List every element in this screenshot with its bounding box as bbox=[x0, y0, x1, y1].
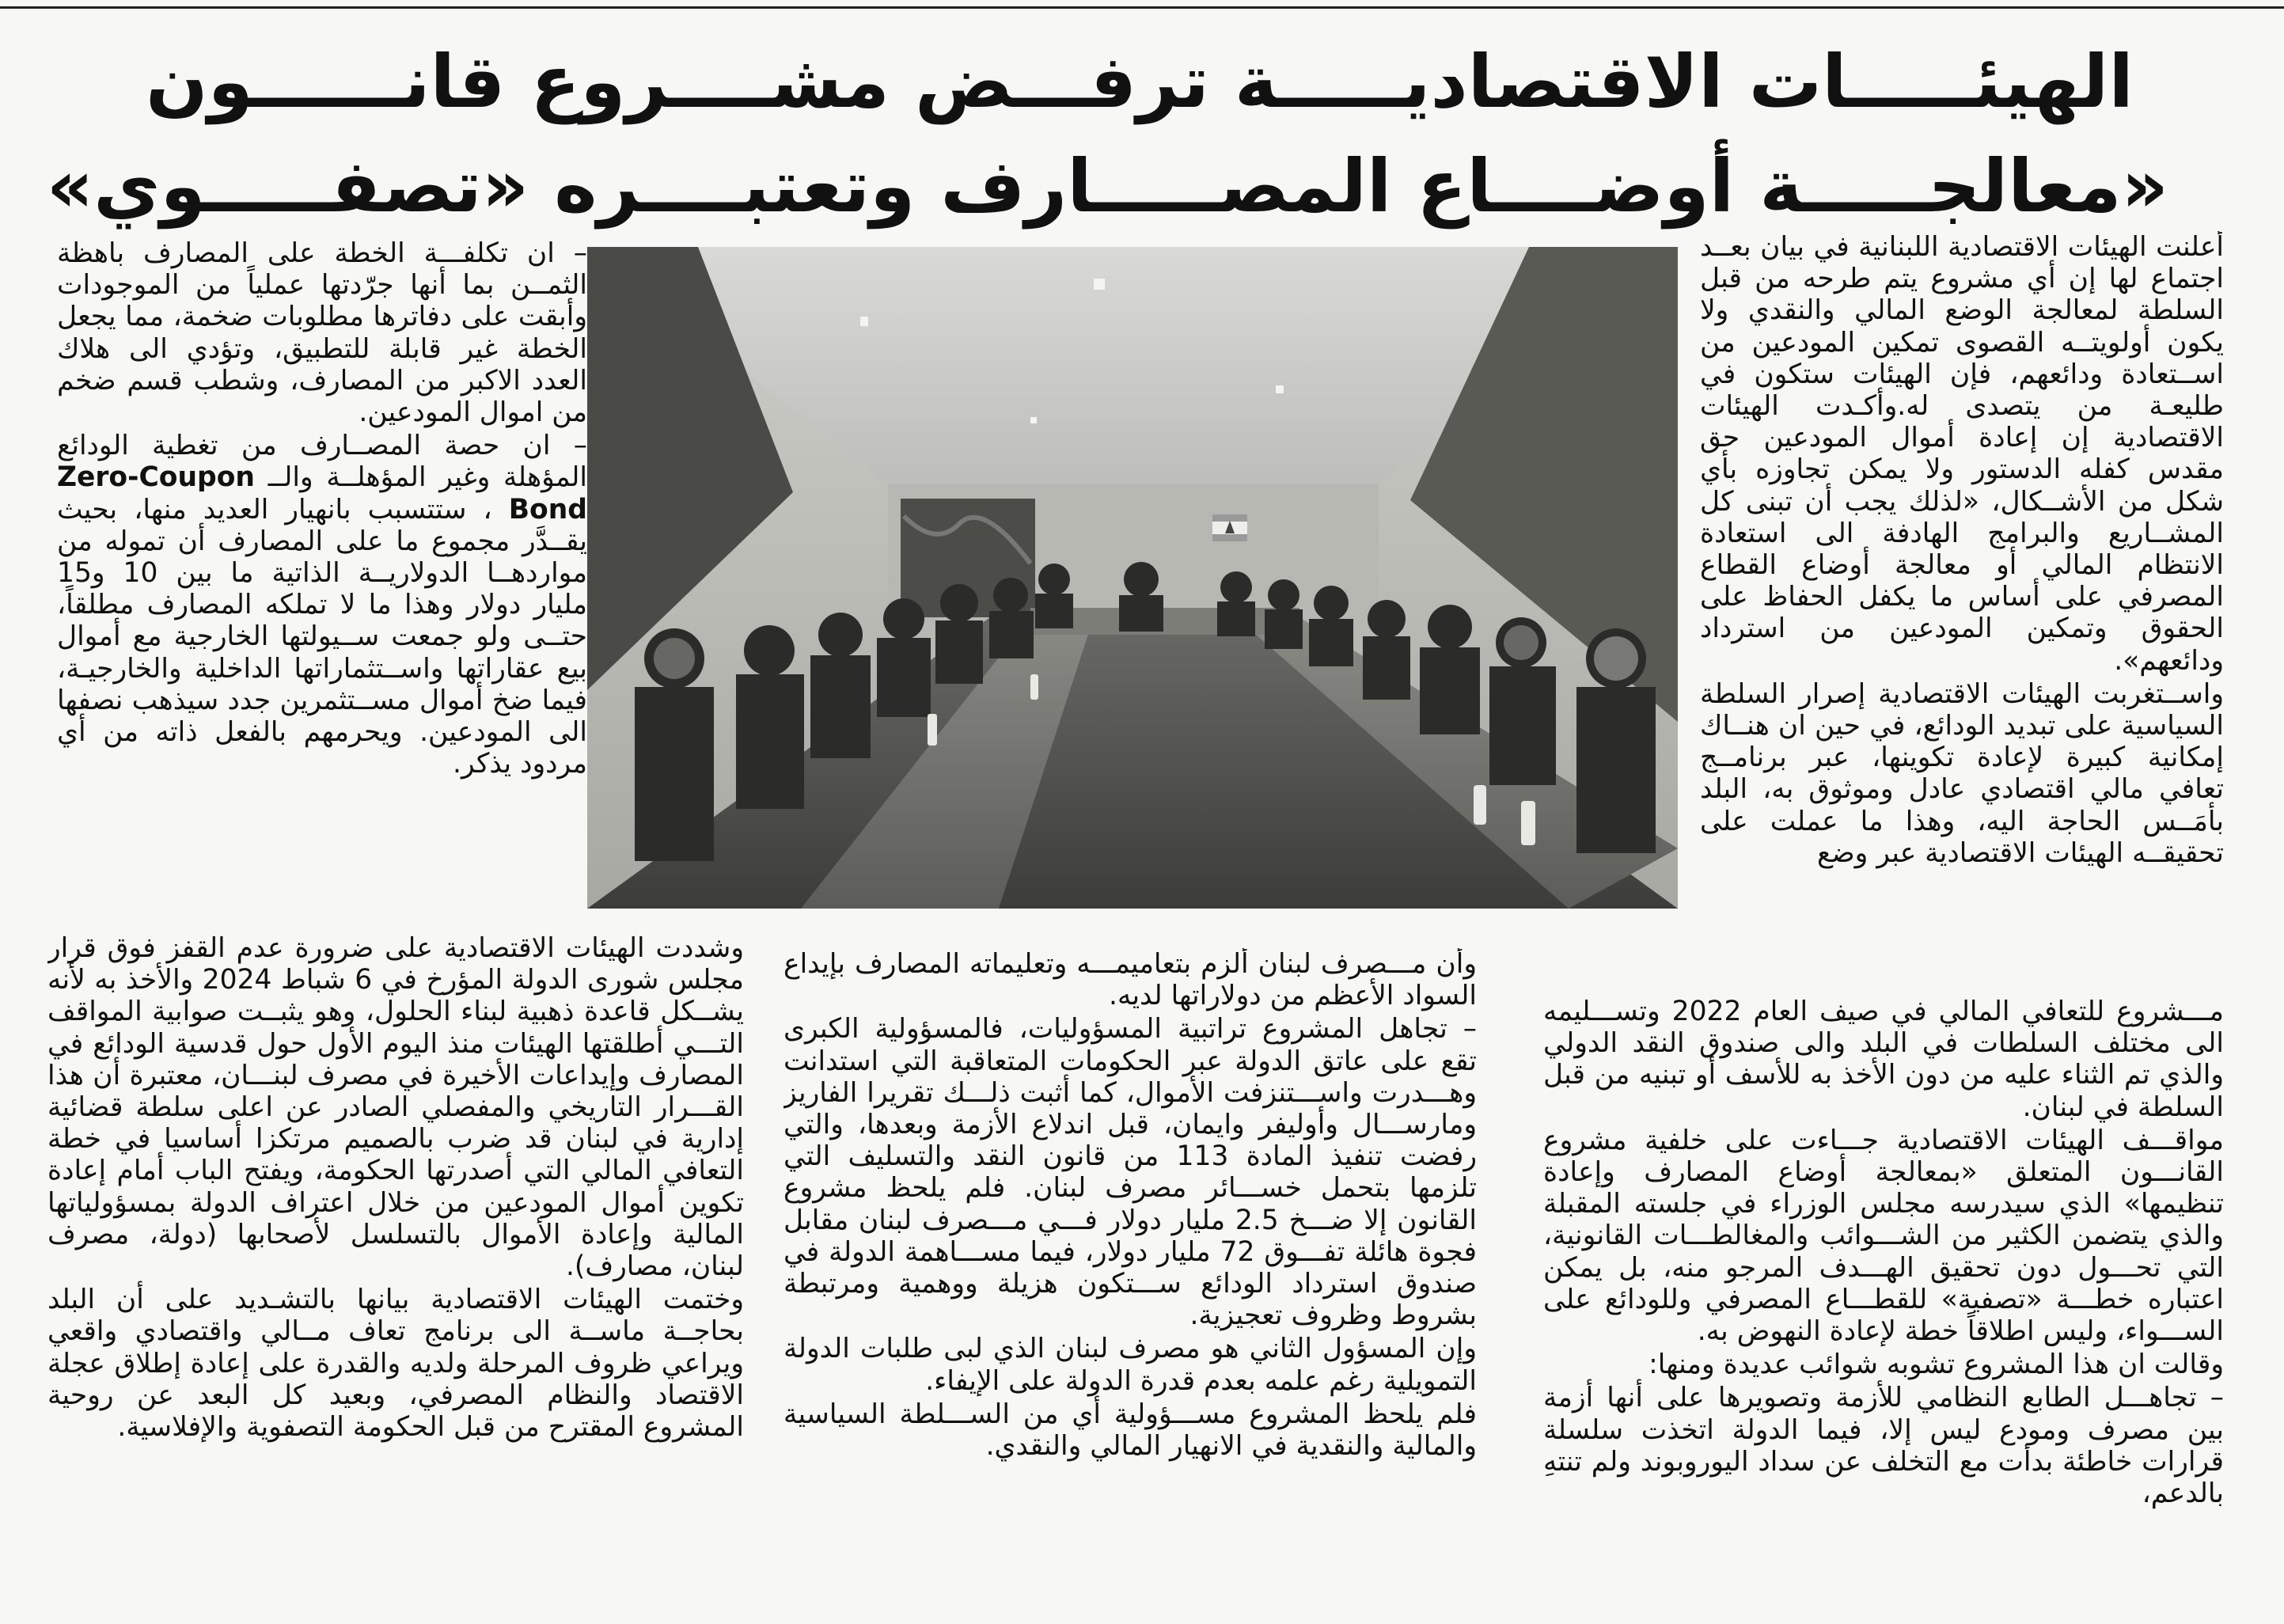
zero-coupon-bond-term: Zero-Coupon Bond bbox=[57, 461, 587, 526]
left-bottom-column bbox=[47, 932, 744, 1443]
right-bottom-paragraph: مـــشروع للتعافي المالي في صيف العام 2022 وتســـليمه الى مختلف السلطات في البلد والى صندوق النقد الدولي والذي تم الثناء عليه من دون الأخذ به للأسف أو تبنيه من قبل السلطة في لبنان. bbox=[1543, 996, 2224, 1123]
right-column-paragraph: واســتغربت الهيئات الاقتصادية إصرار السلطة السياسية على تبديد الودائع، في حين ان هنــاك إمكانية كبيرة لإعادة تكوينها، عبر برنامــج تعافي مالي اقتصادي عادل وموثوق به، البلد بأمَــس الحاجة اليه، وهذا ما عملت على تحقيقــه الهيئات الاقتصادية عبر وضع bbox=[1700, 677, 2224, 869]
right-bottom-paragraph: مواقـــف الهيئات الاقتصادية جـــاءت على خلفية مشروع القانـــون المتعلق «بمعالجة أوضاع المصارف وإعادة تنظيمها» الذي سيدرسه مجلس الوزراء في جلسته المقبلة والذي يتضمن الكثير من الشـــوائب والمغالطـــات القانونية، التي تحـــول دون تحقيق الهـــدف المرجو منه، بل يمكن اعتباره خطـــة «تصفية» للقطـــاع المصرفي وللودائع على الســـواء، وليس اطلاقاً خطة لإعادة النهوض به. bbox=[1543, 1124, 2224, 1348]
meeting-photo bbox=[587, 247, 1678, 909]
middle-paragraph: فلم يلحظ المشروع مســـؤولية أي من الســـلطة السياسية والمالية والنقدية في الانهيار المالي والنقدي. bbox=[783, 1398, 1477, 1463]
middle-paragraph: – تجاهل المشروع تراتبية المسؤوليات، فالمسؤولية الكبرى تقع على عاتق الدولة عبر الحكومات المتعاقبة التي استدانت وهـــدرت واســـتنزفت الأموال، كما أثبت ذلـــك تقريرا الفاريز ومارســـال وأوليفر وايمان، قبل اندلاع الأزمة وبعدها، والتي رفضت تنفيذ المادة 113 من قانون النقد والتسليف التي تلزمها بتحمل خســـائر مصرف لبنان. فلم يلحظ مشروع القانون إلا ضـــخ 2.5 مليار دولار فـــي مـــصرف لبنان مقابل فجوة هائلة تفـــوق 72 مليار دولار، فيما مســـاهمة الدولة في صندوق استرداد الودائع ســـتكون هزيلة ووهمية ومرتبطة بشروط وظروف تعجيزية. bbox=[783, 1013, 1477, 1332]
left-column-paragraph: – ان تكلفـــة الخطة على المصارف باهظة الثمــن بما أنها جرّدتها عملياً من الموجودات وأبقت على دفاترها مطلوبات ضخمة، مما يجعل الخطة غير قابلة للتطبيق، وتؤدي الى هلاك العدد الاكبر من المصارف، وشطب قسم ضخم من اموال المودعين. bbox=[57, 237, 587, 429]
left-column bbox=[57, 237, 587, 780]
left-column-text: ، ستتسبب بانهيار العديد منها، بحيث يقــدَّر مجموع ما على المصارف أن تموله من مواردهــا الدولاريــة الذاتية ما بين 10 و15 مليار دولار وهذا ما لا تملكه المصارف مطلقاً، حتــى ولو جمعت ســيولتها الخارجية مع أموال بيع عقاراتها واســتثماراتها الداخلية والخارجيـة، فيما ضخ أموال مســتثمرين جدد سيذهب نصفها الى المودعين. ويحرمهم بالفعل ذاته من أي مردود يذكر. bbox=[57, 493, 587, 780]
right-bottom-paragraph: – تجاهـــل الطابع النظامي للأزمة وتصويرها على أنها أزمة بين مصرف ومودع ليس إلا، فيما الدولة اتخذت سلسلة قرارات خاطئة بدأت مع التخلف عن سداد اليوروبوند ولم تنتهِ بالدعم، bbox=[1543, 1382, 2224, 1510]
right-column bbox=[1700, 231, 2224, 869]
top-rule bbox=[0, 6, 2284, 9]
right-bottom-column bbox=[1543, 996, 2224, 1509]
left-bottom-paragraph: وشددت الهيئات الاقتصادية على ضرورة عدم القفز فوق قرار مجلس شورى الدولة المؤرخ في 6 شباط 2024 والأخذ به لأنه يشــكل قاعدة ذهبية لبناء الحلول، وهو يثبــت صوابية المواقف التـــي أطلقتها الهيئات منذ اليوم الأول حول قدسية الودائع في المصارف وإيداعات الأخيرة في مصرف لبنـــان، معتبرة أن هذا القـــرار التاريخي والمفصلي الصادر عن اعلى سلطة قضائية إدارية في لبنان قد ضرب بالصميم مرتكزا أساسيا في خطة التعافي المالي التي أصدرتها الحكومة، ويفتح الباب أمام إعادة تكوين أموال المودعين من خلال اعتراف الدولة بمسؤولياتها المالية وإعادة الأموال بالتسلسل لأصحابها (دولة، مصرف لبنان، مصارف). bbox=[47, 932, 744, 1283]
right-column-paragraph: أعلنت الهيئات الاقتصادية اللبنانية في بيان بعــد اجتماع لها إن أي مشروع يتم طرحه من قبل السلطة لمعالجة الوضع المالي والنقدي ولا يكون أولويتــه القصوى تمكين المودعين من اســتعادة ودائعهم، فإن الهيئات ستكون في طليعـة من يتصدى له.وأكـدت الهيئات الاقتصادية إن إعادة أموال المودعين حق مقدس كفله الدستور ولا يمكن تجاوزه بأي شكل من الأشــكال، «لذلك يجب أن تبنى كل المشــاريع والبرامج الهادفة الى استعادة الانتظام المالي أو معالجة أوضاع القطاع المصرفي على أساس ما يكفل الحفاظ على الحقوق وتمكين المودعين من استرداد ودائعهم». bbox=[1700, 231, 2224, 677]
headline-line-1: الهيئـــــات الاقتصاديـــــة ترفـــض مشــــروع قانــــــون bbox=[146, 40, 2134, 124]
middle-column bbox=[783, 948, 1477, 1462]
headline-line-2: «معالجـــــة أوضــــاع المصـــــارف وتعتبــــره «تصفـــــوي» bbox=[46, 144, 2168, 229]
left-column-paragraph bbox=[57, 430, 587, 780]
right-bottom-paragraph: وقالت ان هذا المشروع تشوبه شوائب عديدة ومنها: bbox=[1649, 1349, 2224, 1381]
middle-paragraph: وأن مـــصرف لبنان ألزم بتعاميمـــه وتعليماته المصارف بإيداع السواد الأعظم من دولاراتها لديه. bbox=[783, 948, 1477, 1012]
meeting-photo-icon bbox=[587, 247, 1678, 909]
left-column-text: – ان حصة المصــارف من تغطية الودائع المؤهلة وغير المؤهلــة والــ bbox=[57, 430, 587, 494]
middle-paragraph: وإن المسؤول الثاني هو مصرف لبنان الذي لبى طلبات الدولة التمويلية رغم علمه بعدم قدرة الدولة على الإيفاء. bbox=[783, 1333, 1477, 1397]
left-bottom-paragraph: وختمت الهيئات الاقتصادية بيانها بالتشـديد على أن البلد بحاجــة ماســة الى برنامج تعاف مــالي واقتصادي واقعي ويراعي ظروف المرحلة ولديه والقدرة على إعادة إطلاق عجلة الاقتصاد والنظام المصرفي، وبعيد كل البعد عن روحية المشروع المقترح من قبل الحكومة التصفوية والإفلاسية. bbox=[47, 1284, 744, 1444]
